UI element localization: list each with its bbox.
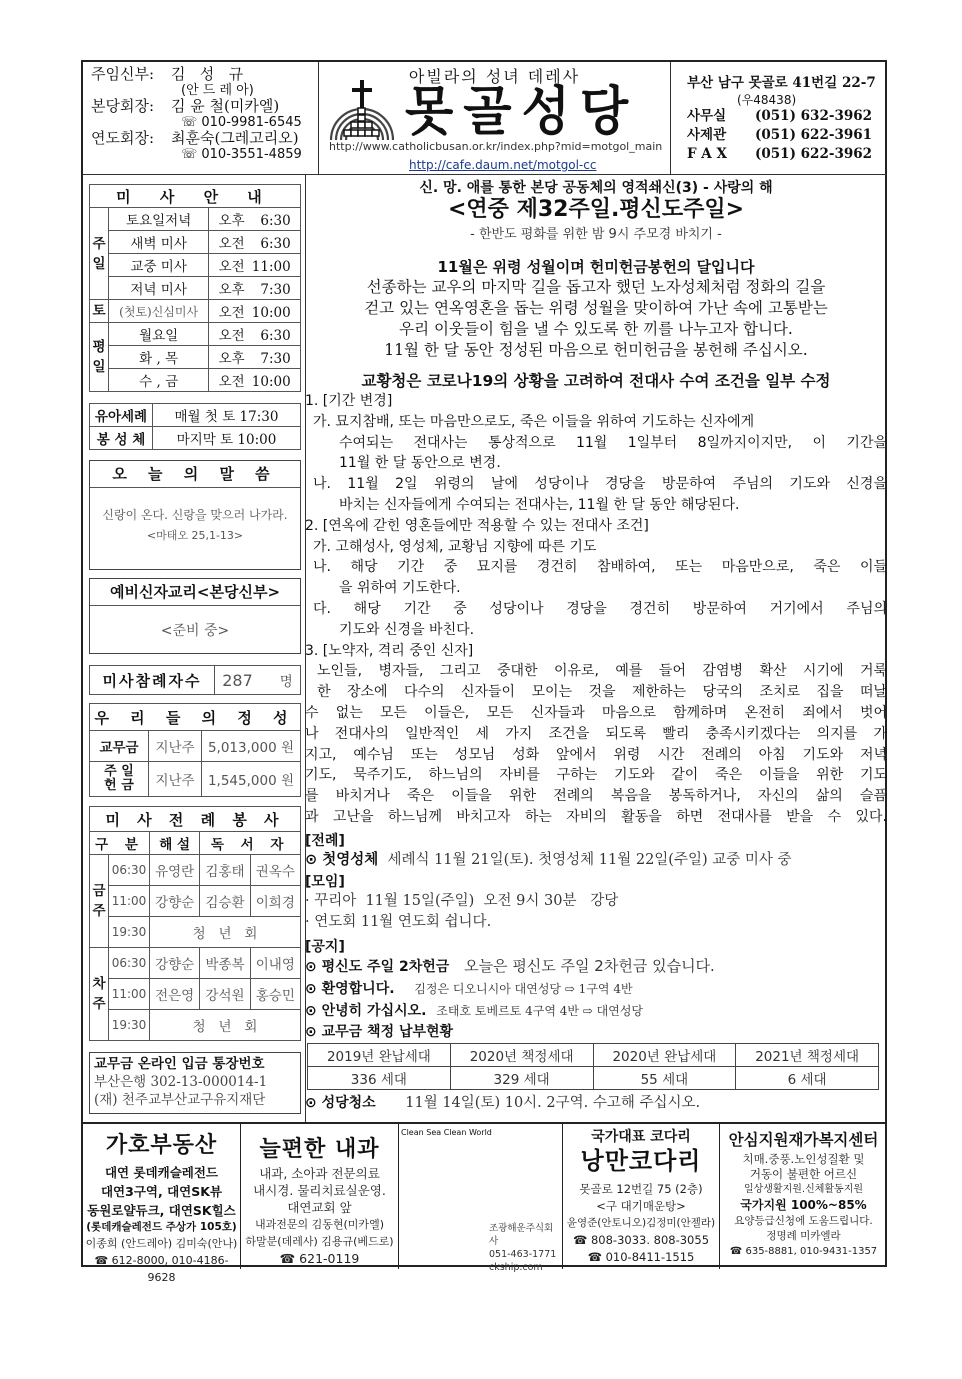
- pastor-label: 주임신부:: [91, 65, 155, 83]
- president-phone: ☏ 010-9981-6545: [181, 115, 302, 130]
- first-communion-notice: ⊙ 첫영성체 세례식 11월 21일(토). 첫영성체 11월 22일(주일) 교중 미사 중: [305, 851, 792, 868]
- attendance-table: 미사참례자수 287 명: [89, 665, 301, 695]
- pastor-baptismal-name: (안 드 레 아): [181, 83, 254, 98]
- notice-laity-collection: ⊙ 평신도 주일 2차헌금 오늘은 평신도 주일 2차헌금 있습니다.: [305, 956, 715, 975]
- todays-word-ref: <마태오 25,1-13>: [146, 529, 244, 542]
- ad-welfare-center: 안심지원재가복지센터 치매.중풍.노인성질환 및 거동이 불편한 어르신 일상생활지원.신체활동지원 국가지원 100%~85% 요양등급신청에 도움드립니다. 정명례 미카엘라 ☎ 635-8881, 010-9431-1357: [728, 1131, 879, 1257]
- next-week-label: 차 주: [90, 948, 109, 1041]
- pastor-name: 김 성 규: [171, 65, 244, 83]
- catechumen-status: <준비 중>: [160, 623, 230, 639]
- ad-restaurant: 국가대표 코다리 낭만코다리 못골로 12번길 75 (2층) <구 대기매운탕> 윤영준(안토니오)김정미(안젤라) ☎ 808-3033. 808-3055 ☎ 010-8411-1515: [563, 1124, 720, 1269]
- masthead: [319, 62, 671, 175]
- notice-cleaning: ⊙ 성당청소 11월 14일(토) 10시. 2구역. 수고해 주십시오.: [305, 1094, 701, 1111]
- mass-schedule-table: 미 사 안 내 주 일 토요일저녁 오후 6:30 새벽 미사 오전 6:30 교중 미사 오전 11:00 저녁 미사 오후 7:30 토 (첫토)신심미사 오전 10:00 평 일 월요일 오전 6:30 화 , 목 오후 7:30 수 , 금 오전 10:00: [89, 184, 301, 392]
- sodality-label: 연도회장:: [91, 129, 155, 147]
- meetings-heading: [모임]: [305, 873, 345, 890]
- clergy-info: [83, 62, 319, 175]
- bank-holder: (재) 천주교부산교구유지재단: [94, 1092, 266, 1108]
- offerings-table: 우 리 들 의 정 성 교무금 지난주 5,013,000 원 주 일 헌 금 지난주 1,545,000 원: [89, 703, 301, 797]
- patron-saint: 아빌라의 성녀 데레사: [408, 67, 581, 86]
- sodality-phone: ☏ 010-3551-4859: [181, 147, 302, 162]
- this-week-label: 금 주: [90, 855, 109, 948]
- bank-account: 부산은행 302-13-000014-1: [94, 1074, 268, 1090]
- indulgence-title: 교황청은 코로나19의 상황을 고려하여 전대사 수여 조건을 일부 수정: [361, 372, 831, 390]
- theme-banner: 신. 망. 애를 통한 본당 공동체의 영적쇄신(3) - 사랑의 해: [419, 180, 773, 196]
- indulgence-section: 1. [기간 변경] 가. 묘지참배, 또는 마음만으로도, 죽은 이들을 위하여 기도하는 신자에게 수여되는 전대사는 통상적으로 11월 1일부터 8일까지이지만, 이 기간을 11월 한 달 동안으로 변경. 나. 11월 2일 위령의 날에 성당이나 경당을 방문하여 주님의 기도와 신경을 바치는 신자들에게 수여되는 전대사는, 11월 한 달 동안 해당된다. 2. [연옥에 갇힌 영혼들에만 적용할 수 있는 전대사 조건] 가. 고해성사, 영성체, 교황님 지향에 따른 기도 나. 해당 기간 중 묘지를 경건히 참배하여, 또는 마음만으로, 죽은 이들 을 위하여 기도한다. 다. 해당 기간 중 성당이나 경당을 경건히 방문하여 거기에서 주님의 기도와 신경을 바친다. 3. [노약자, 격리 중인 신자] 노인들, 병자들, 그리고 중대한 이유로, 예를 들어 감염병 확산 시기에 거룩 한 장소에 다수의 신자들이 모이는 것을 제한하는 당국의 조치로 집을 떠날 수 없는 모든 이들은, 모든 신자들과 마음으로 함께하며 온전히 죄에서 벗어 나 전대사의 일반적인 세 가지 조건을 되도록 빨리 충족시키겠다는 의지를 가 지고, 예수님 또는 성모님 성화 앞에서 위령 시간 전례의 아침 기도와 저녁 기도, 묵주기도, 하느님의 자비를 구하는 기도와 같이 죽은 이들을 위한 기도 를 바치거나 죽은 이들을 위한 전례의 복음을 봉독하거나, 자신의 삶의 슬픔 과 고난을 하느님께 바치고자 하는 자비의 활동을 하면 전대사를 받을 수 있다.: [305, 393, 887, 825]
- church-name: 못골성당: [405, 80, 639, 142]
- sunday-collection-label: 주 일 헌 금: [90, 762, 149, 797]
- catechumen-title: 예비신자교리<본당신부>: [90, 579, 300, 606]
- notices-heading: [공지]: [305, 938, 345, 955]
- ad-real-estate: 가호부동산 대연 롯데캐슬레전드 대연3구역, 대연SK뷰 동원로얄듀크, 대연SK힐스 (롯데캐슬레전드 주상가 105호) 이종희 (안드레아) 김미숙(안나) ☎ 612-8000, 010-4186-9628: [83, 1124, 241, 1269]
- mass-schedule-title: 미 사 안 내: [90, 185, 301, 208]
- notice-farewell: ⊙ 안녕히 가십시오. 조태호 토베르토 4구역 4반 ⇨ 대연성당: [305, 1002, 644, 1019]
- catechumen-box: [89, 578, 301, 654]
- sacrament-table: 유아세례 매월 첫 토 17:30 봉 성 체 마지막 토 10:00: [89, 403, 301, 450]
- contact-info: [671, 62, 887, 175]
- ad-clinic: 늘편한 내과 내과, 소아과 전문의료 내시경. 물리치료실운영. 대연교회 앞 내과전문의 김동현(미카엘) 하말분(데레사) 김용규(베드로) ☎ 621-0119: [241, 1124, 399, 1269]
- bank-title: 교무금 온라인 입금 통장번호: [94, 1056, 265, 1072]
- cafe-url-link[interactable]: http://cafe.daum.net/motgol-cc: [409, 158, 597, 172]
- sunday-subtitle: - 한반도 평화를 위한 밤 9시 주모경 바치기 -: [470, 227, 722, 242]
- bulletin-page: [81, 60, 887, 1284]
- todays-word-box: [89, 460, 301, 570]
- todays-word-text: 신랑이 온다. 신랑을 맞으러 나가라.: [102, 508, 288, 522]
- november-title: 11월은 위령 성월이며 헌미헌금봉헌의 달입니다: [437, 258, 755, 276]
- address: 부산 남구 못골로 41번길 22-7: [687, 75, 876, 91]
- notice-dues-status: ⊙ 교무금 책정 납부현황: [305, 1023, 454, 1040]
- todays-word-title: 오 늘 의 말 씀: [90, 461, 300, 488]
- saturday-label: 토: [90, 300, 109, 323]
- zip-code: (우48438): [737, 93, 797, 107]
- sodality-name: 최훈숙(그레고리오): [171, 129, 299, 147]
- sunday-title: <연중 제32주일.평신도주일>: [447, 197, 745, 222]
- church-logo-icon: [327, 76, 397, 142]
- phone-office: 사무실 (051) 632-3962: [687, 108, 873, 124]
- diocese-url-link[interactable]: http://www.catholicbusan.or.kr/index.php?mid=motgol_main: [329, 140, 663, 153]
- main-content: 신. 망. 애를 통한 본당 공동체의 영적쇄신(3) - 사랑의 해 <연중 제32주일.평신도주일> - 한반도 평화를 위한 밤 9시 주모경 바치기 - 11월은 위령 성월이며 헌미헌금봉헌의 달입니다 선종하는 교우의 마지막 길을 돕고자 했던 노자성체처럼 정화의 길을 걷고 있는 연옥영혼을 돕는 위령 성월을 맞이하여 가난 속에 고통받는 우리 이웃들이 힘을 낼 수 있도록 한 끼를 나누고자 합니다. 11월 한 달 동안 정성된 마음으로 헌미헌금을 봉헌해 주십시오. 교황청은 코로나19의 상황을 고려하여 전대사 수여 조건을 일부 수정 1. [기간 변경] 가. 묘지참배, 또는 마음만으로도, 죽은 이들을 위하여 기도하는 신자에게 수여되는 전대사는 통상적으로 11월 1일부터 8일까지이지만, 이 기간을 11월 한 달 동안으로 변경. 나. 11월 2일 위령의 날에 성당이나 경당을 방문하여 주님의 기도와 신경을 바치는 신자들에게 수여되는 전대사는, 11월 한 달 동안 해당된다. 2. [연옥에 갇힌 영혼들에만 적용할 수 있는 전대사 조건] 가. 고해성사, 영성체, 교황님 지향에 따른 기도 나. 해당 기간 중 묘지를 경건히 참배하여, 또는 마음만으로, 죽은 이들 을 위하여 기도한다. 다. 해당 기간 중 성당이나 경당을 경건히 방문하여 거기에서 주님의 기도와 신경을 바친다. 3. [노약자, 격리 중인 신자] 노인들, 병자들, 그리고 중대한 이유로, 예를 들어 감염병 확산 시기에 거룩 한 장소에 다수의 신자들이 모이는 것을 제한하는 당국의 조치로 집을 떠날 수 없는 모든 이들은, 모든 신자들과 마음으로 함께하며 온전히 죄에서 벗어 나 전대사의 일반적인 세 가지 조건을 되도록 빨리 충족시키겠다는 의지를 가 지고, 예수님 또는 성모님 성화 앞에서 위령 시간 전례의 아침 기도와 저녁 기도, 묵주기도, 하느님의 자비를 구하는 기도와 같이 죽은 이들을 위한 기도 를 바치거나 죽은 이들을 위한 전례의 복음을 봉독하거나, 자신의 삶의 슬픔 과 고난을 하느님께 바치고자 하는 자비의 활동을 하면 전대사를 받을 수 있다. [전례] ⊙ 첫영성체 세례식 11월 21일(토). 첫영성체 11월 22일(주일) 교중 미사 중 [모임] · 꾸리아 11월 15일(주일) 오전 9시 30분 강당 · 연도회 11월 연도회 쉽니다. [공지] ⊙ 평신도 주일 2차헌금 오늘은 평신도 주일 2차헌금 있습니다. ⊙ 환영합니다. 김정은 디오니시아 대연성당 ⇨ 1구역 4반 ⊙ 안녕히 가십시오. 조태호 토베르토 4구역 4반 ⇨ 대연성당 ⊙ 교무금 책정 납부현황 2019년 완납세대 2020년 책정세대 2020년 완납세대 2021년 책정세대 336 세대 329 세대 55 세대 6 세대 ⊙ 성당청소 11월 14일(토) 10시. 2구역. 수고해 주십시오.: [305, 175, 887, 1114]
- liturgy-heading: [전례]: [305, 832, 345, 849]
- advertisement-row: [83, 1122, 887, 1284]
- weekday-label: 평 일: [90, 323, 109, 392]
- sunday-label: 주 일: [90, 208, 109, 300]
- phone-rectory: 사제관 (051) 622-3961: [687, 127, 873, 143]
- president-name: 김 윤 철(미카엘): [171, 97, 280, 115]
- bank-account-box: [89, 1052, 301, 1114]
- notice-welcome: ⊙ 환영합니다. 김정은 디오니시아 대연성당 ⇨ 1구역 4반: [305, 980, 633, 997]
- dues-table: 2019년 완납세대 2020년 책정세대 2020년 완납세대 2021년 책정세대 336 세대 329 세대 55 세대 6 세대: [307, 1043, 879, 1090]
- ministry-table: 미 사 전 례 봉 사 구 분 해 설 독 서 자 금 주 06:30 유영란 김홍태 권옥수 11:00 강향순 김승환 이희경 19:30 청 년 회 차 주 06:30 강향순 박종복 이내영 11:00 전은영 강석원 홍승민 19:30 청 년 회: [89, 806, 301, 1041]
- ad-shipping: Clean Sea Clean World 조광해운주식회사 051-463-1771 ckship.com: [399, 1124, 563, 1269]
- phone-fax: F A X (051) 622-3962: [687, 146, 873, 162]
- president-label: 본당회장:: [91, 97, 155, 115]
